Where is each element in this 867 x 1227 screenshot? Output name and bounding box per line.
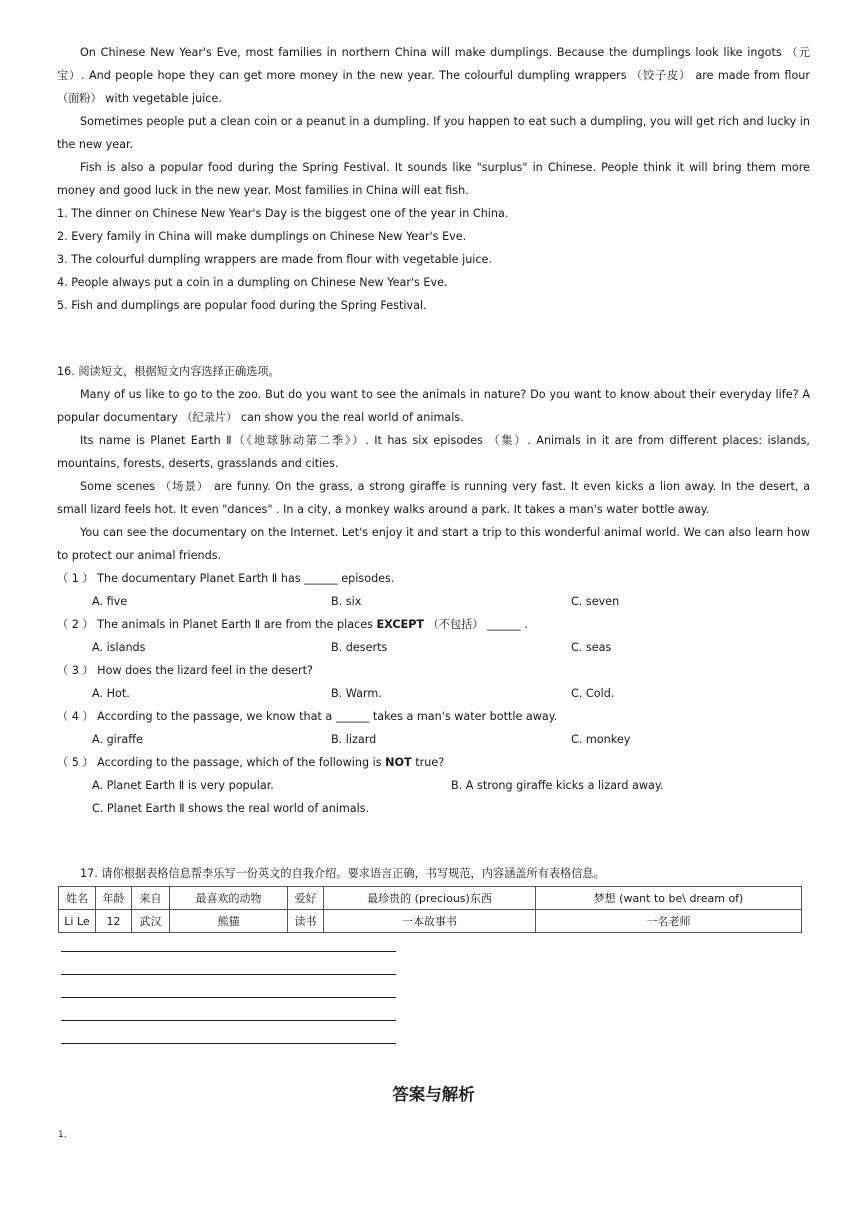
question-stem: （ 5 ） According to the passage, which of the following is NOT true?: [57, 756, 445, 769]
question-stem: （ 4 ） According to the passage, we know that a ______ takes a man's water bottle away.: [57, 710, 558, 723]
table-header-cell: 爱好: [288, 887, 324, 910]
answers-heading: 答案与解析: [392, 1085, 475, 1104]
table-cell: 熊猫: [170, 910, 288, 933]
passage-paragraph: Fish is also a popular food during the Spring Festival. It sounds like "surplus" in Chinese. People think it will bring them more money and good luck in the new year. Most families in China will eat fish.: [57, 161, 810, 197]
question-stem: （ 3 ） How does the lizard feel in the desert?: [57, 664, 313, 677]
option-c[interactable]: C. seven: [571, 595, 620, 608]
passage-paragraph: Some scenes （场景） are funny. On the grass, a strong giraffe is running very fast. It even kicks a lion away. In the desert, a small lizard feels hot. It even "dances" . In a city, a monkey walks around a park. It takes a man's water bottle away.: [57, 480, 810, 516]
option-b[interactable]: B. lizard: [331, 733, 377, 746]
table-cell: 武汉: [132, 910, 170, 933]
option-a[interactable]: A. giraffe: [92, 733, 143, 746]
statement-item: 1. The dinner on Chinese New Year's Day is the biggest one of the year in China.: [57, 207, 509, 220]
statement-item: 2. Every family in China will make dumplings on Chinese New Year's Eve.: [57, 230, 467, 243]
option-c[interactable]: C. monkey: [571, 733, 631, 746]
table-header-cell: 最珍贵的 (precious)东西: [324, 887, 536, 910]
writing-line[interactable]: [61, 974, 396, 975]
option-a[interactable]: A. Hot.: [92, 687, 130, 700]
answer-item-number: 1.: [58, 1130, 67, 1140]
emphasis-text: NOT: [385, 756, 412, 769]
writing-line[interactable]: [61, 997, 396, 998]
option-b[interactable]: B. A strong giraffe kicks a lizard away.: [451, 779, 664, 792]
emphasis-text: EXCEPT: [376, 618, 425, 631]
table-header-cell: 来自: [132, 887, 170, 910]
option-c[interactable]: C. seas: [571, 641, 612, 654]
statement-item: 5. Fish and dumplings are popular food during the Spring Festival.: [57, 299, 427, 312]
passage-paragraph: On Chinese New Year's Eve, most families in northern China will make dumplings. Because the dumplings look like ingots （元宝）. And people hope they can get more money in the new year. The colourful dumpling wrappers （饺子皮） are made from flour （面粉） with vegetable juice.: [57, 46, 810, 105]
table-cell: 一名老师: [536, 910, 802, 933]
passage-paragraph: Its name is Planet Earth Ⅱ（《地球脉动第二季》）. It has six episodes （集）. Animals in it are from different places: islands, mountains, forests, deserts, grasslands and cities.: [57, 434, 810, 470]
option-b[interactable]: B. Warm.: [331, 687, 382, 700]
table-header-row: [59, 887, 802, 910]
table-cell: Li Le: [59, 910, 96, 933]
table-header-cell: 梦想 (want to be\ dream of): [536, 887, 802, 910]
info-table: [58, 886, 802, 933]
table-cell: 一本故事书: [324, 910, 536, 933]
table-row: [59, 910, 802, 933]
option-b[interactable]: B. deserts: [331, 641, 388, 654]
table-cell: 读书: [288, 910, 324, 933]
table-header-cell: 最喜欢的动物: [170, 887, 288, 910]
option-b[interactable]: B. six: [331, 595, 362, 608]
question-stem: （ 2 ） The animals in Planet Earth Ⅱ are from the places EXCEPT （不包括） ______ .: [57, 618, 528, 631]
question-title: 16. 阅读短文，根据短文内容选择正确选项。: [57, 365, 280, 378]
option-a[interactable]: A. five: [92, 595, 128, 608]
passage-paragraph: Sometimes people put a clean coin or a peanut in a dumpling. If you happen to eat such a dumpling, you will get rich and lucky in the new year.: [57, 115, 810, 151]
statement-item: 4. People always put a coin in a dumpling on Chinese New Year's Eve.: [57, 276, 448, 289]
writing-line[interactable]: [61, 1020, 396, 1021]
table-header-cell: 姓名: [59, 887, 96, 910]
option-c[interactable]: C. Cold.: [571, 687, 615, 700]
table-cell: 12: [96, 910, 132, 933]
option-c[interactable]: C. Planet Earth Ⅱ shows the real world of animals.: [92, 802, 370, 815]
question-stem: （ 1 ） The documentary Planet Earth Ⅱ has ______ episodes.: [57, 572, 395, 585]
table-header-cell: 年龄: [96, 887, 132, 910]
question-title: 17. 请你根据表格信息帮李乐写一份英文的自我介绍。要求语言正确，书写规范，内容涵盖所有表格信息。: [80, 867, 605, 880]
option-a[interactable]: A. Planet Earth Ⅱ is very popular.: [92, 779, 274, 792]
writing-line[interactable]: [61, 1043, 396, 1044]
option-a[interactable]: A. islands: [92, 641, 146, 654]
passage-paragraph: You can see the documentary on the Internet. Let's enjoy it and start a trip to this wonderful animal world. We can also learn how to protect our animal friends.: [57, 526, 810, 562]
writing-line[interactable]: [61, 951, 396, 952]
passage-paragraph: Many of us like to go to the zoo. But do you want to see the animals in nature? Do you want to know about their everyday life? A popular documentary （纪录片） can show you the real world of animals.: [57, 388, 810, 424]
statement-item: 3. The colourful dumpling wrappers are made from flour with vegetable juice.: [57, 253, 492, 266]
